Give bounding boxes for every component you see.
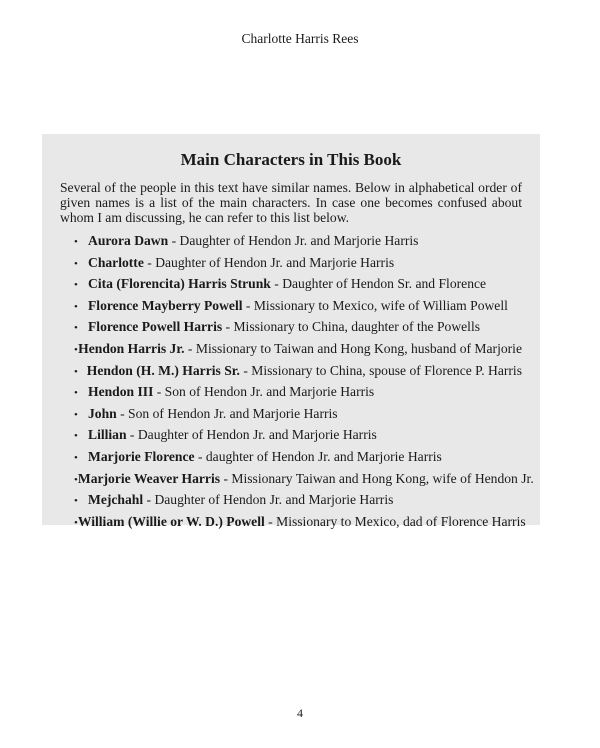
character-item-mejchahl	[74, 490, 522, 512]
character-description: - Daughter of Hendon Jr. and Marjorie Harris	[168, 233, 419, 248]
character-name: Mejchahl	[88, 492, 144, 508]
character-item-florence-powell-harris	[74, 317, 522, 339]
character-description: - Daughter of Hendon Jr. and Marjorie Harris	[143, 492, 394, 508]
character-name: Florence Powell Harris	[88, 319, 223, 335]
character-name: William (Willie or W. D.) Powell	[77, 513, 265, 529]
bullet-icon: •	[74, 473, 78, 486]
character-name: Hendon Harris Jr.	[78, 340, 185, 356]
bullet-icon: •	[74, 430, 78, 443]
character-item-marjorie-florence	[74, 447, 522, 469]
character-item-cita-harris-strunk	[74, 274, 522, 296]
character-name: Marjorie Florence	[88, 448, 195, 464]
bullet-icon: •	[74, 236, 78, 248]
character-name: Hendon III	[88, 384, 154, 400]
bullet-icon: •	[74, 322, 78, 335]
box-title: Main Characters in This Book	[180, 150, 402, 169]
character-name: Lillian	[88, 427, 127, 443]
character-description: - Son of Hendon Jr. and Marjorie Harris	[153, 384, 375, 400]
character-description: - Daughter of Hendon Jr. and Marjorie Harris	[126, 427, 377, 443]
bullet-icon: •	[74, 300, 78, 313]
character-name: Charlotte	[88, 254, 144, 270]
character-item-aurora-dawn	[74, 231, 522, 253]
bullet-icon: •	[74, 495, 78, 508]
bullet-icon: •	[74, 257, 78, 270]
character-description: - Son of Hendon Jr. and Marjorie Harris	[116, 405, 338, 421]
character-item-hendon-harris-jr	[74, 339, 522, 361]
bullet-icon: •	[74, 387, 78, 400]
character-item-charlotte	[74, 253, 522, 275]
character-description: - Missionary to China, daughter of the Powells	[222, 319, 481, 335]
character-item-lillian	[74, 425, 522, 447]
character-item-john	[74, 404, 522, 426]
bullet-icon: •	[74, 408, 78, 421]
character-description: - Daughter of Hendon Jr. and Marjorie Harris	[143, 254, 395, 270]
character-item-william-powell	[74, 512, 526, 534]
bullet-icon: •	[74, 451, 78, 464]
page-number: 4	[297, 706, 303, 720]
character-item-florence-mayberry-powell	[74, 296, 522, 318]
character-name: Marjorie Weaver Harris	[77, 470, 221, 486]
character-description: - Missionary to Mexico, wife of William Powell	[242, 297, 508, 313]
character-description: - Missionary to Taiwan and Hong Kong, husband of Marjorie	[184, 340, 522, 356]
character-description: - Missionary to China, spouse of Florence P. Harris	[239, 362, 522, 378]
character-item-hendon-iii	[74, 382, 522, 404]
running-header-author: Charlotte Harris Rees	[241, 31, 359, 46]
bullet-icon: •	[74, 516, 78, 529]
character-description: - Missionary to Mexico, dad of Florence Harris	[264, 513, 526, 529]
character-description: - daughter of Hendon Jr. and Marjorie Harris	[194, 448, 442, 464]
bullet-icon: •	[74, 279, 78, 292]
character-description: - Daughter of Hendon Sr. and Florence	[270, 276, 487, 292]
character-name: John	[88, 405, 117, 421]
character-name: Aurora Dawn	[88, 233, 169, 248]
character-list	[60, 231, 534, 533]
main-characters-box	[42, 134, 540, 529]
character-item-hendon-harris-sr	[74, 361, 522, 383]
bullet-icon: •	[74, 365, 78, 378]
character-name: Hendon (H. M.) Harris Sr.	[86, 362, 240, 378]
character-description: - Missionary Taiwan and Hong Kong, wife of Hendon Jr.	[220, 470, 534, 486]
intro-paragraph: Several of the people in this text have similar names. Below in alphabetical order of given names is a list of the main characters. In case one becomes confused about whom I am discussing, he can refer to this list below.	[60, 180, 522, 225]
character-item-marjorie-weaver-harris	[74, 469, 534, 491]
character-name: Florence Mayberry Powell	[88, 297, 243, 313]
character-name: Cita (Florencita) Harris Strunk	[88, 276, 271, 292]
bullet-icon: •	[74, 343, 78, 356]
